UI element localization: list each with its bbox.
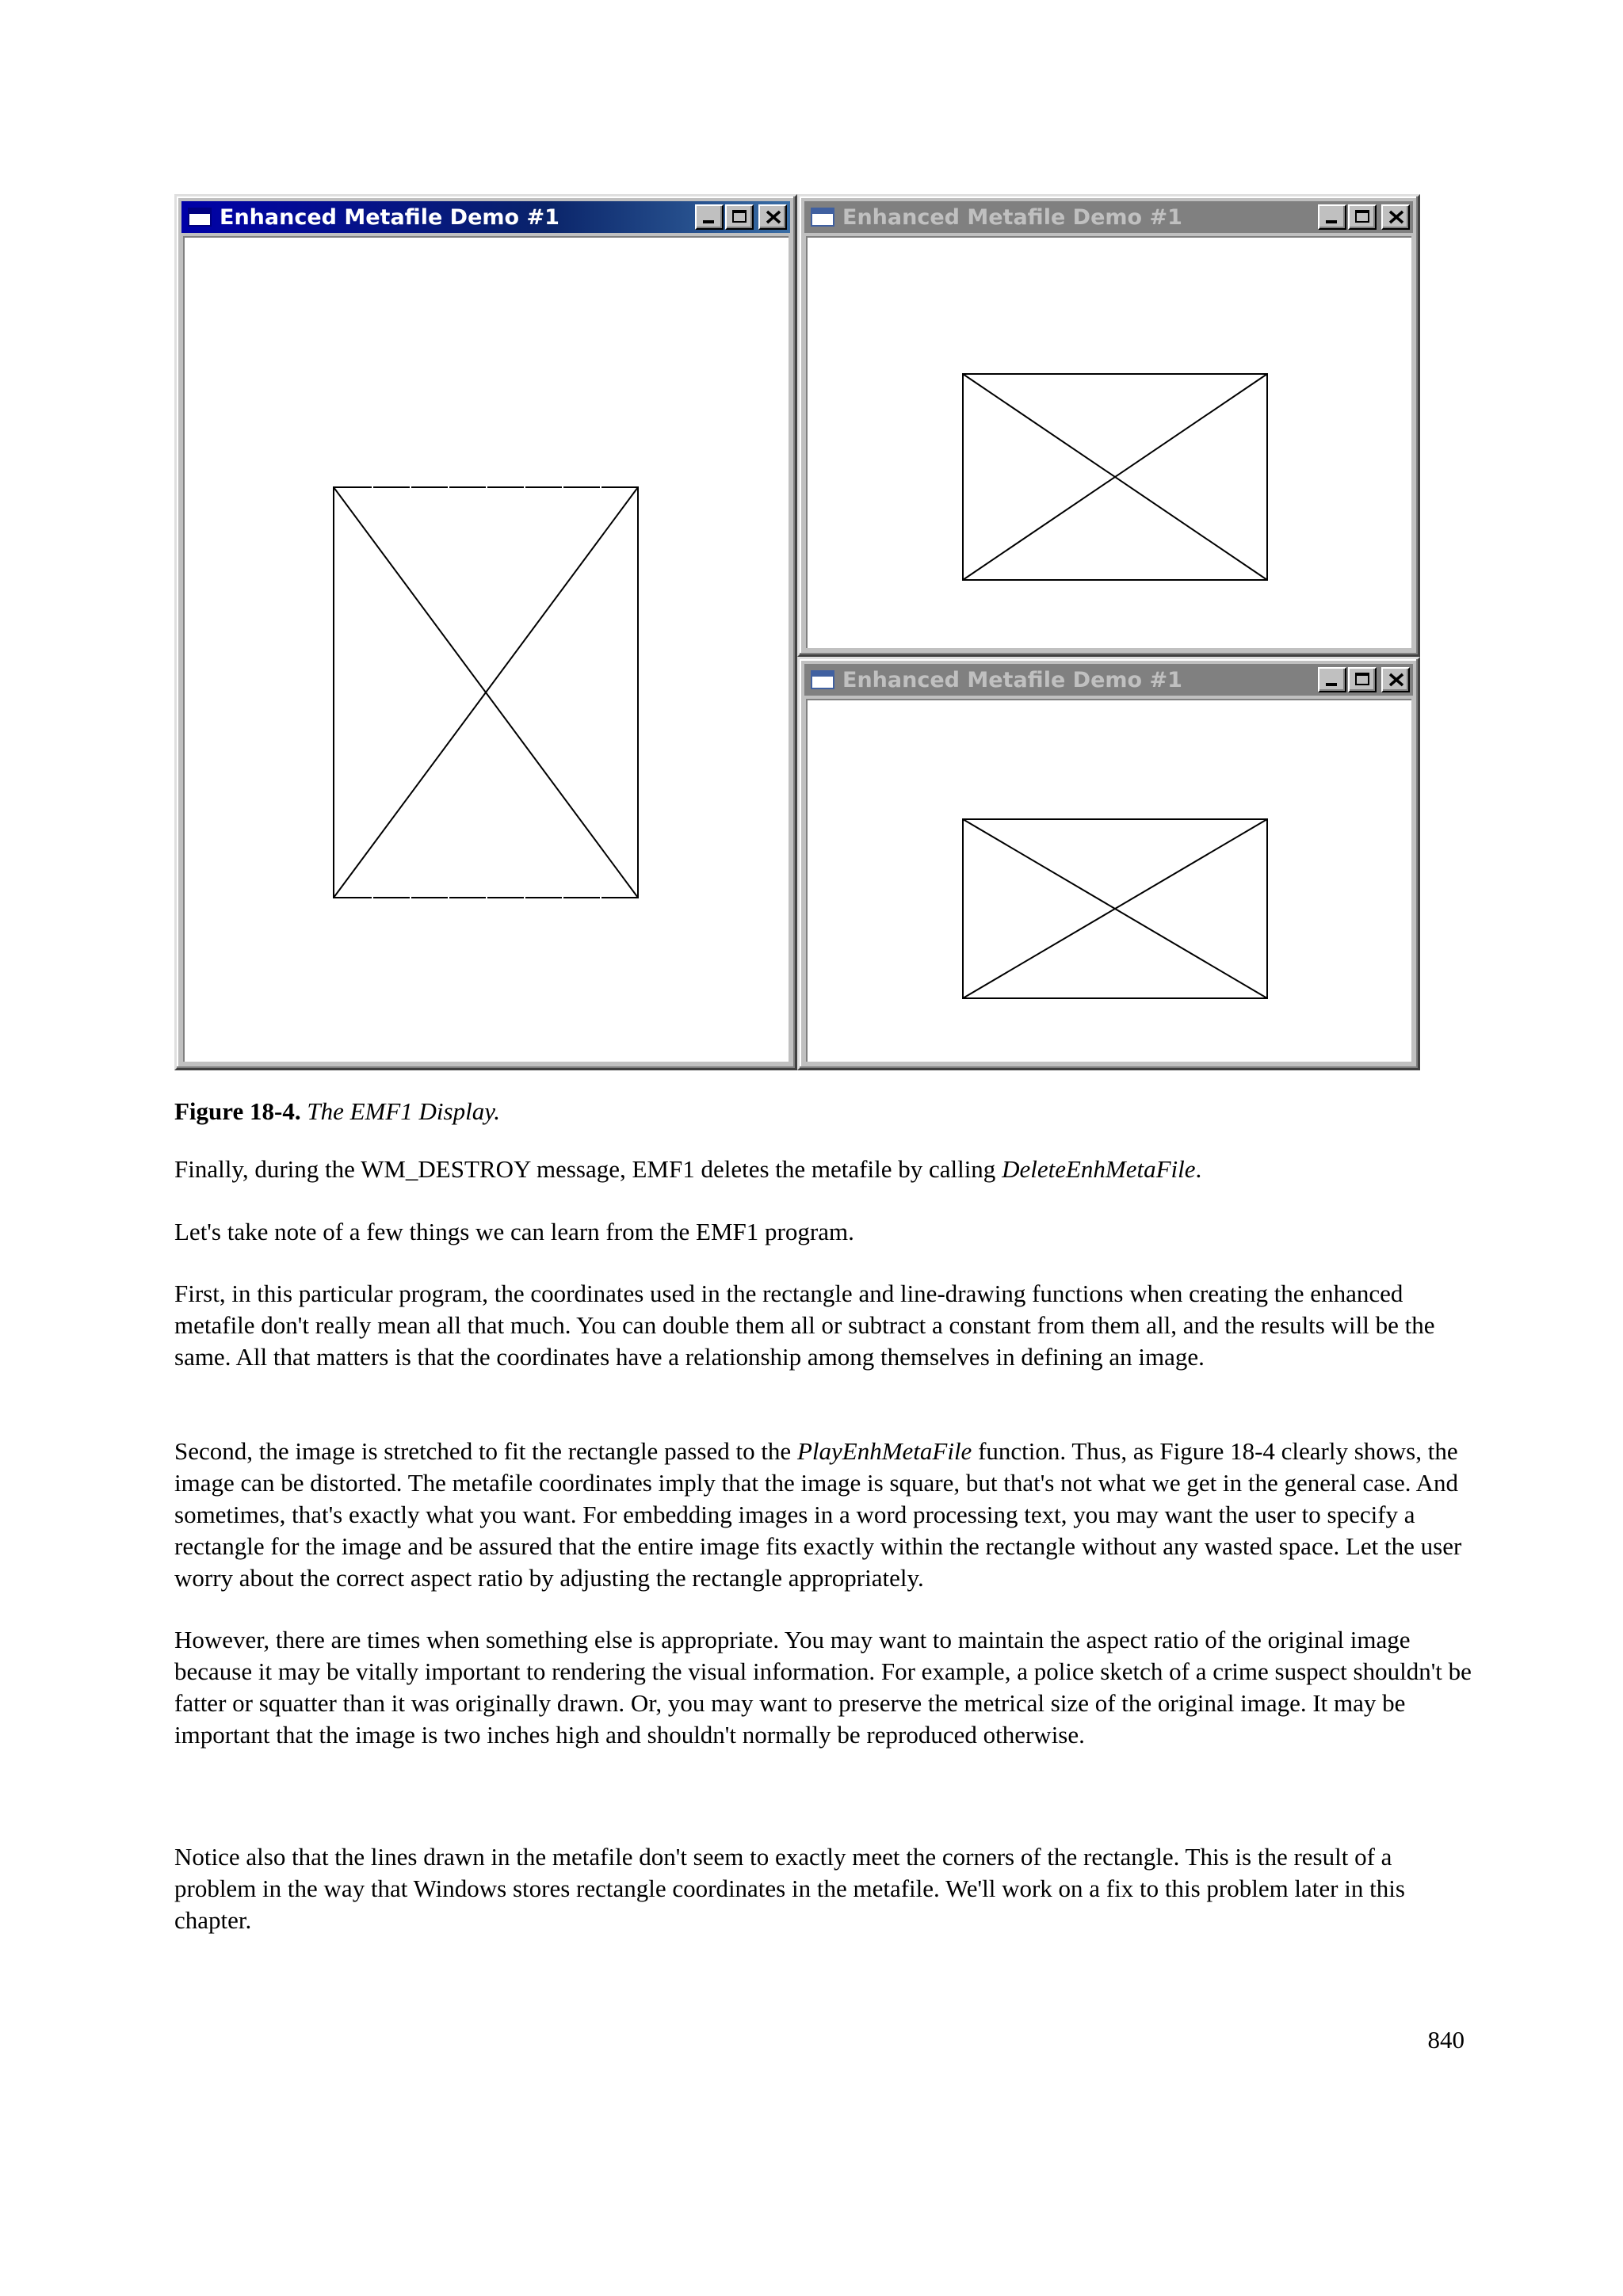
paragraph-text: Notice also that the lines drawn in the metafile don't seem to exactly meet the corners of the rectangle. This is the result of a problem in the way that Windows stores rectangle coordinates in the metafile. We'll work on a fix to this problem later in this chapter. [174, 1843, 1405, 1934]
maximize-button[interactable] [1348, 204, 1377, 230]
paragraph [174, 1624, 1474, 1751]
paragraph-text: . [1195, 1155, 1202, 1183]
close-button[interactable] [758, 204, 787, 230]
figure-number: Figure 18-4. [174, 1097, 301, 1125]
client-area [806, 699, 1411, 1062]
close-icon [1388, 210, 1404, 224]
maximize-button[interactable] [1348, 667, 1377, 692]
minimize-icon [1326, 220, 1337, 223]
close-button[interactable] [1381, 204, 1410, 230]
function-name: DeleteEnhMetaFile [1002, 1155, 1196, 1183]
window-controls [1316, 204, 1410, 230]
window-controls [693, 204, 787, 230]
client-area [806, 236, 1411, 648]
minimize-button[interactable] [1318, 204, 1346, 230]
maximize-button[interactable] [725, 204, 754, 230]
close-icon [1388, 673, 1404, 687]
function-name: PlayEnhMetaFile [796, 1437, 972, 1465]
paragraph [174, 1154, 1474, 1185]
paragraph-text: However, there are times when something else is appropriate. You may want to maintain the aspect ratio of the original image because it may be vitally important to rendering the visual information. For example, a police sketch of a crime suspect shouldn't be fatter or squatter than it was originally drawn. Or, you may want to preserve the metrical size of the original image. It may be important that the image is two inches high and shouldn't normally be reproduced otherwise. [174, 1626, 1472, 1749]
window-controls [1316, 667, 1410, 692]
metafile-drawing [808, 238, 1415, 651]
metafile-drawing [808, 700, 1415, 1065]
close-button[interactable] [1381, 667, 1410, 692]
maximize-icon [1355, 673, 1369, 685]
maximize-icon [1355, 210, 1369, 223]
maximize-icon [732, 210, 747, 223]
window-title: Enhanced Metafile Demo #1 [220, 204, 559, 230]
paragraph [174, 1841, 1474, 1936]
minimize-icon [1326, 683, 1337, 686]
figure-title: The EMF1 Display. [307, 1097, 500, 1125]
minimize-icon [703, 220, 714, 223]
paragraph-text: Let's take note of a few things we can learn from the EMF1 program. [174, 1218, 854, 1245]
window-title: Enhanced Metafile Demo #1 [842, 667, 1182, 692]
page-number: 840 [1427, 2026, 1465, 2054]
paragraph-text: Finally, during the WM_DESTROY message, EMF1 deletes the metafile by calling [174, 1155, 1002, 1183]
paragraph-text: function. Thus, as Figure 18-4 clearly shows, the image can be distorted. The metafile coordinates imply that the image is square, but that's not what we get in the general case. And sometimes, that's exactly what you want. For embedding images in a word processing text, you may want the user to specify a rectangle for the image and be assured that the entire image fits exactly within the rectangle without any wasted space. Let the user worry about the correct aspect ratio by adjusting the rectangle appropriately. [174, 1437, 1462, 1592]
minimize-button[interactable] [695, 204, 724, 230]
minimize-button[interactable] [1318, 667, 1346, 692]
metafile-drawing [185, 238, 792, 1065]
window-system-menu-icon[interactable] [188, 208, 212, 227]
close-icon [766, 210, 781, 224]
emf1-window-inactive-top[interactable] [797, 194, 1420, 657]
paragraph [174, 1436, 1474, 1594]
title-bar[interactable] [181, 201, 790, 233]
window-title: Enhanced Metafile Demo #1 [842, 204, 1182, 230]
paragraph-text: Second, the image is stretched to fit the rectangle passed to the [174, 1437, 797, 1465]
paragraph [174, 1216, 1474, 1248]
paragraph [174, 1278, 1474, 1373]
client-area [183, 236, 789, 1062]
emf1-window-inactive-bottom[interactable] [797, 657, 1420, 1070]
window-system-menu-icon[interactable] [811, 208, 834, 227]
paragraph-text: First, in this particular program, the coordinates used in the rectangle and line-drawing functions when creating the enhanced metafile don't really mean all that much. You can double them all or subtract a constant from them all, and the results will be the same. All that matters is that the coordinates have a relationship among themselves in defining an image. [174, 1280, 1435, 1371]
emf1-window-active[interactable] [174, 194, 797, 1070]
title-bar[interactable] [804, 664, 1413, 696]
window-system-menu-icon[interactable] [811, 670, 834, 689]
figure-caption [174, 1096, 1474, 1127]
title-bar[interactable] [804, 201, 1413, 233]
